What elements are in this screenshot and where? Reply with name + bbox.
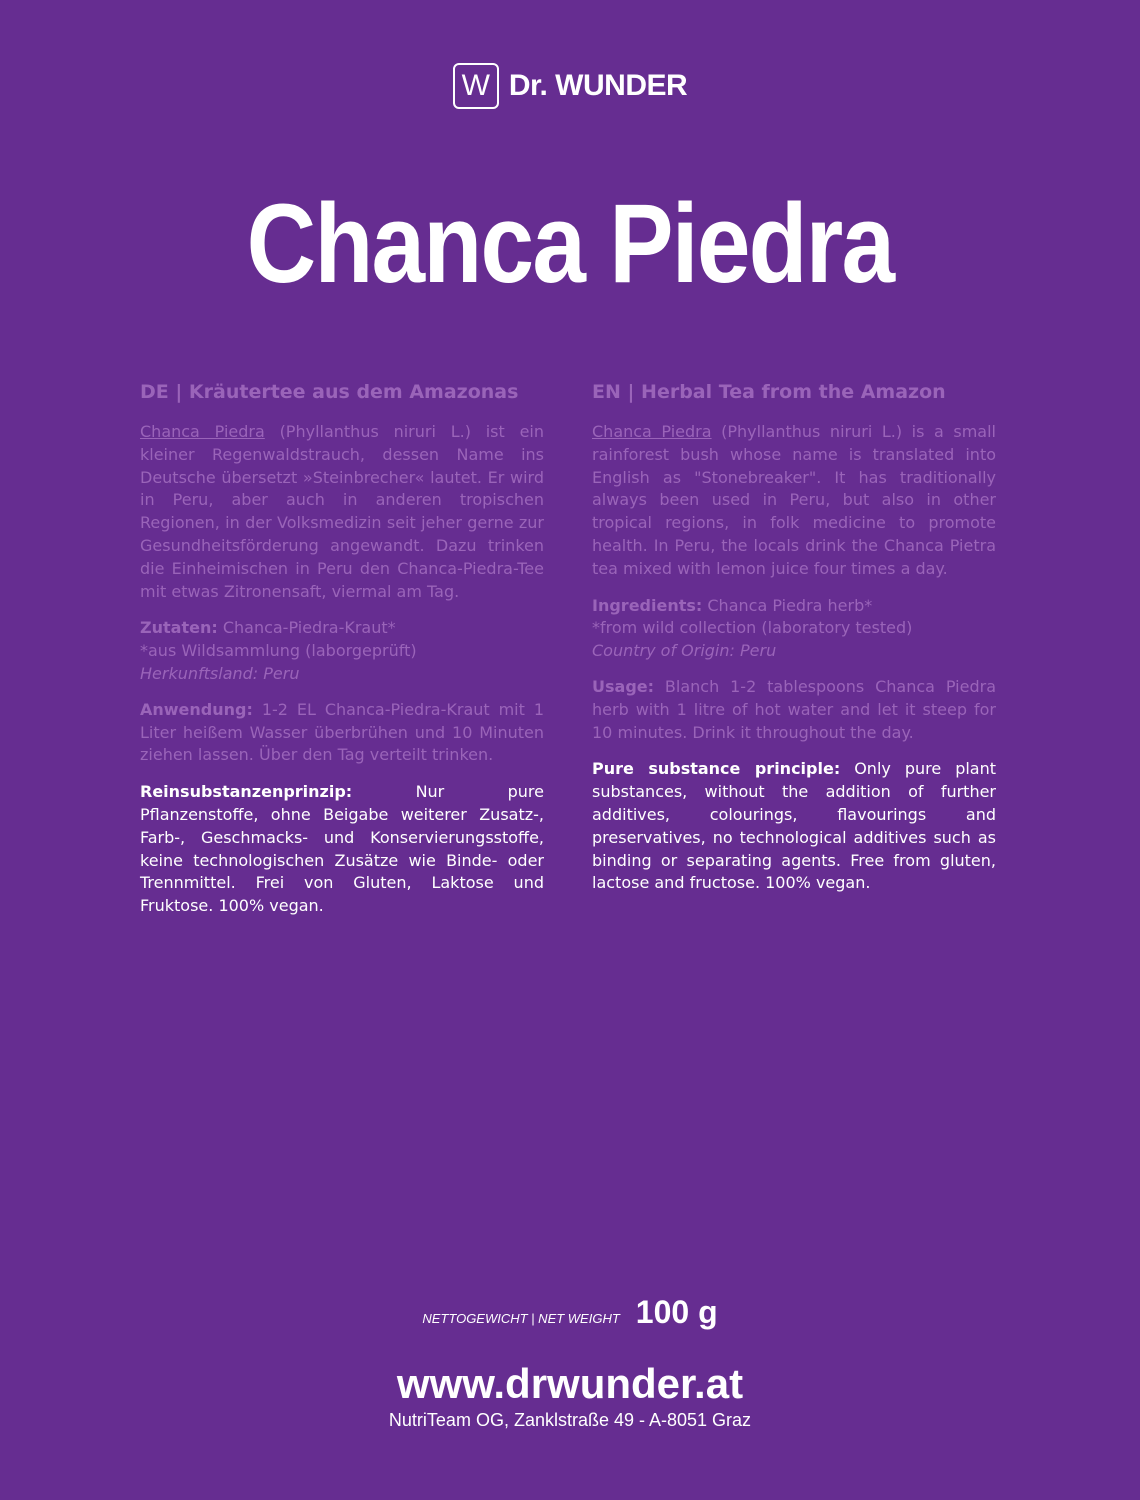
net-weight (0, 1294, 1140, 1331)
en-intro-text: (Phyllanthus niruri L.) is a small rainforest bush whose name is translated into English as "Stonebreaker". It has traditionally always been used in Peru, but also in other tropical regions, in folk medicine to promote health. In Peru, the locals drink the Chanca Pietra tea mixed with lemon juice four times a day. (592, 422, 996, 578)
de-usage (140, 699, 544, 767)
en-intro (592, 421, 996, 581)
en-intro-link: Chanca Piedra (592, 422, 712, 441)
en-principle (592, 758, 996, 895)
de-heading: DE | Kräutertee aus dem Amazonas (140, 381, 519, 403)
en-origin: Country of Origin: Peru (592, 641, 777, 661)
en-ingredients-line (592, 595, 996, 618)
en-usage (592, 676, 996, 744)
net-weight-value: 100 g (635, 1294, 718, 1330)
de-ingredients (140, 617, 544, 685)
en-ingredients-value: Chanca Piedra herb* (702, 595, 873, 615)
product-title: Chanca Piedra (246, 181, 894, 306)
de-intro-link: Chanca Piedra (140, 422, 265, 441)
de-ingredients-note: *aus Wildsammlung (laborgeprüft) (140, 641, 417, 661)
brand-name: Dr. WUNDER (508, 69, 688, 102)
de-ingredients-value: Chanca-Piedra-Kraut* (217, 618, 396, 638)
en-usage-text: Blanch 1-2 tablespoons Chanca Piedra herb with 1 litre of hot water and let it steep for 10 minutes. Drink it throughout the day. (592, 676, 996, 742)
de-principle (140, 781, 544, 918)
en-principle-label: Pure substance principle: (592, 759, 841, 779)
de-usage-text: 1-2 EL Chanca-Piedra-Kraut mit 1 Liter heißem Wasser überbrühen und 10 Minuten ziehen lassen. Über den Tag verteilt trinken. (140, 699, 544, 765)
de-principle-label: Reinsubstanzenprinzip: (140, 782, 353, 802)
de-ingredients-line (140, 617, 544, 640)
de-usage-label: Anwendung: (140, 699, 253, 719)
logo-w-icon: W (453, 63, 499, 109)
de-principle-text: Nur pure Pflanzenstoffe, ohne Beigabe weiterer Zusatz-, Farb-, Geschmacks- und Konservierungsstoffe, keine technologischen Zusätze wie Binde- oder Trennmittel. Frei von Gluten, Laktose und Fruktose. 100% vegan. (140, 782, 544, 916)
company-address: NutriTeam OG, Zanklstraße 49 - A-8051 Graz (388, 1410, 752, 1430)
website-link[interactable]: www.drwunder.at (396, 1360, 744, 1407)
de-intro-text: (Phyllanthus niruri L.) ist ein kleiner Regenwaldstrauch, dessen Name ins Deutsche übersetzt »Steinbrecher« lautet. Er wird in Peru, aber auch in anderen tropischen Regionen, in der Volksmedizin seit jeher gerne zur Gesundheitsförderung angewandt. Dazu trinken die Einheimischen in Peru den Chanca-Piedra-Tee mit etwas Zitronensaft, viermal am Tag. (140, 422, 544, 601)
de-intro (140, 421, 544, 603)
brand-logo (0, 63, 1140, 109)
en-ingredients-label: Ingredients: (592, 595, 703, 615)
german-column (140, 378, 544, 932)
de-origin: Herkunftsland: Peru (140, 663, 300, 683)
en-usage-label: Usage: (592, 676, 655, 696)
en-ingredients-note: *from wild collection (laboratory tested) (592, 618, 913, 638)
net-weight-label: NETTOGEWICHT | NET WEIGHT (422, 1311, 620, 1326)
en-heading: EN | Herbal Tea from the Amazon (592, 381, 946, 403)
en-ingredients (592, 595, 996, 663)
en-principle-text: Only pure plant substances, without the addition of further additives, colourings, flavourings and preservatives, no technological additives such as binding or separating agents. Free from gluten, lactose and fructose. 100% vegan. (592, 759, 997, 893)
de-ingredients-label: Zutaten: (140, 618, 218, 638)
english-column (592, 378, 996, 909)
